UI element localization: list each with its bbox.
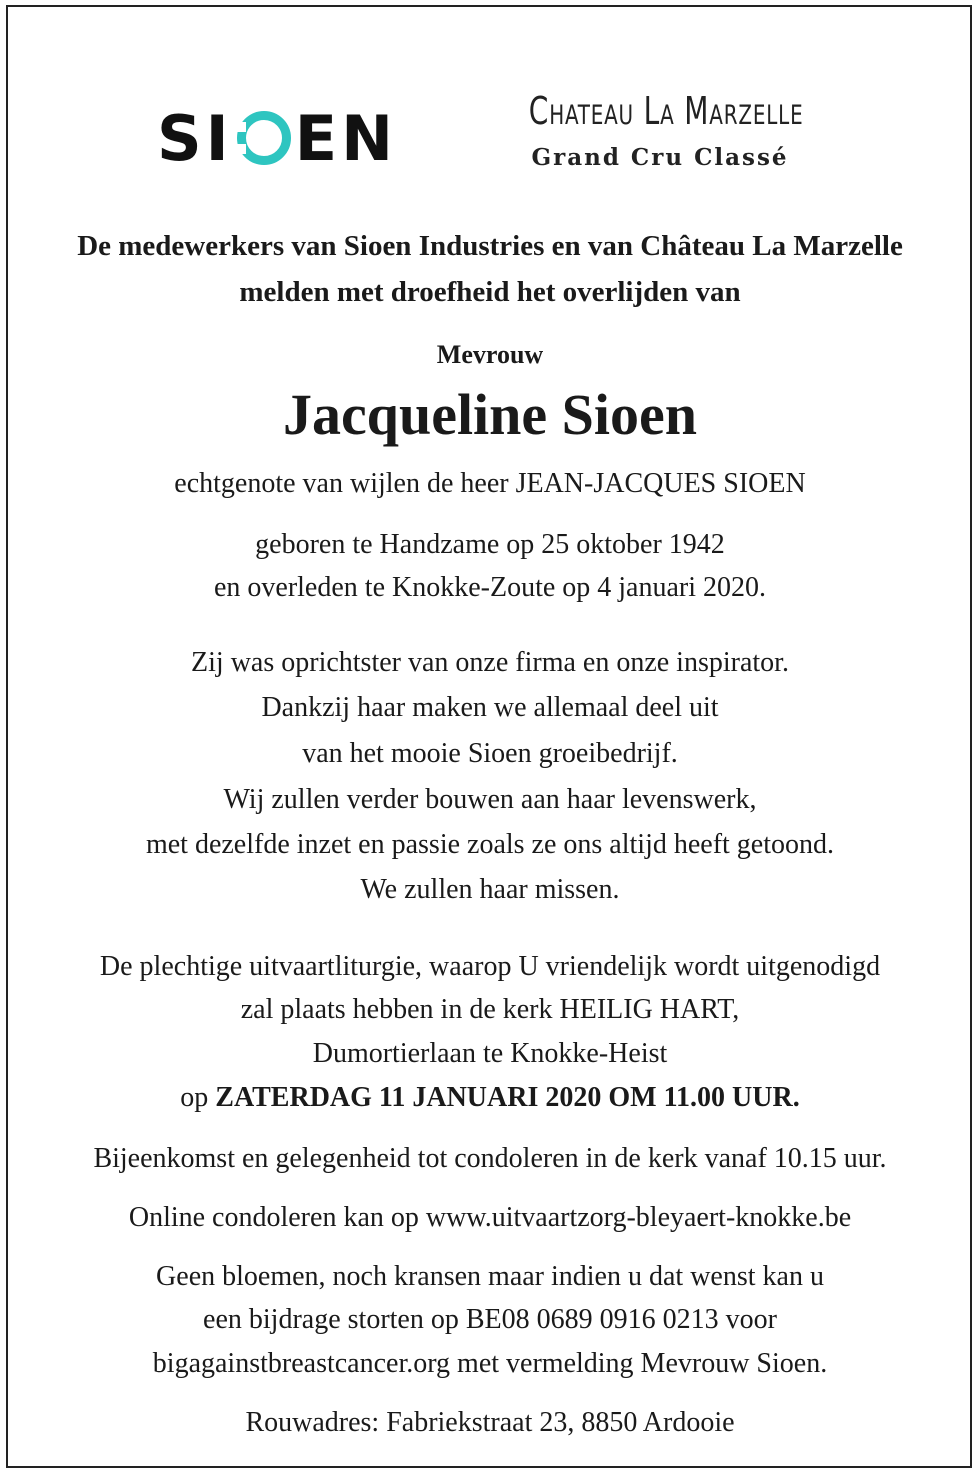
tribute-line: Wij zullen verder bouwen aan haar levenswerk,	[223, 784, 757, 815]
ceremony-line: zal plaats hebben in de kerk HEILIG HART,	[240, 994, 740, 1025]
chateau-logo-name: Chateau La Marzelle	[528, 89, 804, 133]
flowers-line: Geen bloemen, noch kransen maar indien u dat wenst kan u	[156, 1261, 824, 1292]
chateau-logo-subtitle: Grand Cru Classé	[531, 144, 789, 171]
mourning-address: Rouwadres: Fabriekstraat 23, 8850 Ardooie	[245, 1407, 735, 1438]
gathering-line: Bijeenkomst en gelegenheid tot condoleren in de kerk vanaf 10.15 uur.	[93, 1143, 887, 1174]
birth-line: geboren te Handzame op 25 oktober 1942	[255, 529, 725, 560]
intro-line: De medewerkers van Sioen Industries en van Château La Marzelle	[77, 230, 903, 262]
ceremony-date-line	[0, 1084, 980, 1112]
death-line: en overleden te Knokke-Zoute op 4 januari 2020.	[213, 572, 767, 603]
tribute-line: van het mooie Sioen groeibedrijf.	[302, 738, 678, 769]
sioen-logo-left: SI	[157, 101, 233, 175]
spouse-line: echtgenote van wijlen de heer JEAN-JACQUES SIOEN	[174, 468, 806, 499]
tribute-line: Dankzij haar maken we allemaal deel uit	[261, 692, 719, 723]
title-prefix: Mevrouw	[436, 340, 544, 369]
sioen-logo-right: EN	[294, 101, 397, 175]
tribute-line: We zullen haar missen.	[360, 874, 620, 905]
ceremony-date: ZATERDAG 11 JANUARI 2020 OM 11.00 UUR.	[215, 1082, 800, 1113]
chateau-logo	[500, 89, 820, 171]
flowers-line: een bijdrage storten op BE08 0689 0916 0213 voor	[203, 1304, 777, 1335]
deceased-name: Jacqueline Sioen	[282, 382, 698, 447]
flowers-line: bigagainstbreastcancer.org met vermelding Mevrouw Sioen.	[152, 1348, 828, 1379]
logo-bar	[0, 0, 980, 200]
announcement-border	[6, 5, 972, 1468]
sioen-logo	[157, 101, 397, 175]
online-condolences: Online condoleren kan op www.uitvaartzorg-bleyaert-knokke.be	[128, 1202, 852, 1233]
ceremony-line: De plechtige uitvaartliturgie, waarop U vriendelijk wordt uitgenodigd	[99, 951, 881, 982]
intro-line: melden met droefheid het overlijden van	[239, 276, 741, 308]
tribute-line: met dezelfde inzet en passie zoals ze ons altijd heeft getoond.	[145, 829, 835, 860]
tribute-line: Zij was oprichtster van onze firma en onze inspirator.	[191, 647, 789, 678]
ceremony-line: Dumortierlaan te Knokke-Heist	[312, 1038, 668, 1069]
ceremony-date-prefix: op	[180, 1082, 209, 1113]
sioen-logo-o-ring	[237, 111, 291, 165]
